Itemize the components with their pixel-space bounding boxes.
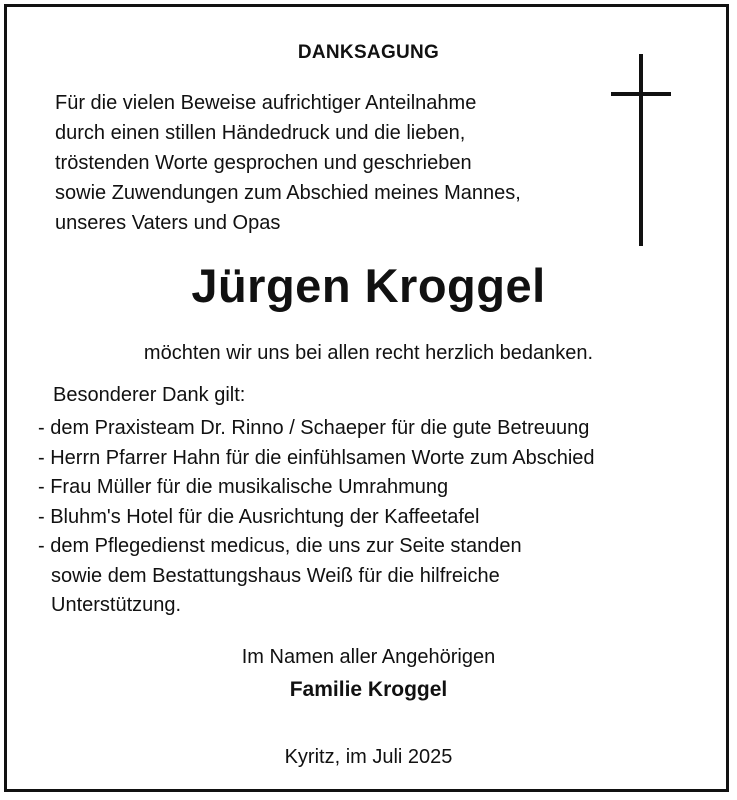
deceased-name: Jürgen Kroggel bbox=[191, 259, 546, 312]
cross-horizontal-bar bbox=[611, 92, 671, 96]
cross-vertical-bar bbox=[639, 54, 643, 246]
list-item: - dem Pflegedienst medicus, die uns zur Seite standen bbox=[38, 535, 522, 557]
list-item: - Frau Müller für die musikalische Umrahmung bbox=[38, 476, 449, 498]
list-item-continuation: sowie dem Bestattungshaus Weiß für die hilfreiche bbox=[51, 564, 500, 587]
list-item-continuation: Unterstützung. bbox=[51, 594, 182, 616]
place-date: Kyritz, im Juli 2025 bbox=[284, 746, 453, 768]
list-item: - Herrn Pfarrer Hahn für die einfühlsamen Worte zum Abschied bbox=[38, 446, 595, 469]
intro-line: durch einen stillen Händedruck und die lieben, bbox=[55, 122, 466, 144]
list-item: - Bluhm's Hotel für die Ausrichtung der Kaffeetafel bbox=[38, 505, 480, 528]
intro-line: Für die vielen Beweise aufrichtiger Anteilnahme bbox=[55, 92, 477, 114]
special-thanks-label: Besonderer Dank gilt: bbox=[53, 384, 246, 406]
intro-text bbox=[55, 88, 615, 238]
intro-line: unseres Vaters und Opas bbox=[55, 212, 281, 234]
thanks-line: möchten wir uns bei allen recht herzlich bedanken. bbox=[143, 342, 594, 364]
family-signature: Familie Kroggel bbox=[289, 678, 448, 701]
intro-line: tröstenden Worte gesprochen und geschrieben bbox=[55, 152, 472, 174]
notice-heading: DANKSAGUNG bbox=[297, 42, 440, 63]
special-thanks-list bbox=[38, 414, 718, 621]
signoff-line: Im Namen aller Angehörigen bbox=[241, 646, 496, 668]
list-item: - dem Praxisteam Dr. Rinno / Schaeper für die gute Betreuung bbox=[38, 417, 590, 439]
intro-line: sowie Zuwendungen zum Abschied meines Mannes, bbox=[55, 182, 521, 204]
